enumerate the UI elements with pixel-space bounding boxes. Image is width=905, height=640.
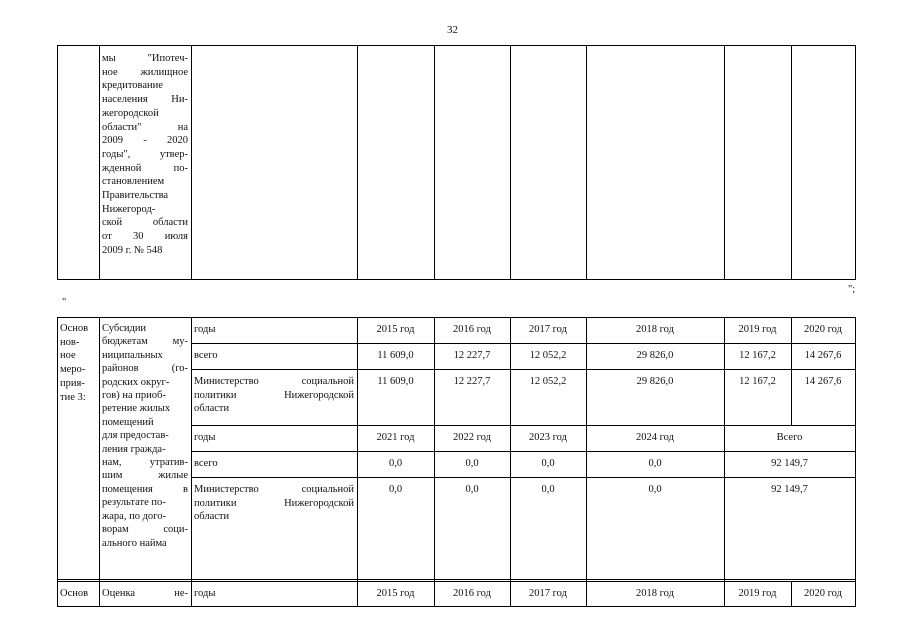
text-line: шим жилые [102, 470, 188, 482]
text-line: Министерство социальной [194, 376, 354, 387]
top-table-continued-text [102, 52, 188, 258]
text-line: политики Нижегородской [194, 389, 354, 401]
text-line: ального найма [102, 537, 167, 549]
year-cell: 2019 год [738, 588, 777, 599]
text-line: области [194, 403, 230, 415]
text-line: родских округ- [102, 376, 170, 388]
text-line: 2009 г. № 548 [102, 244, 163, 256]
total-label: всего [194, 458, 218, 469]
text-line: районов (го- [102, 363, 188, 375]
years-label: годы [194, 324, 216, 335]
year-cell: 2015 год [376, 588, 415, 599]
value-cell: 12 052,2 [529, 350, 567, 361]
value-cell: 0,0 [541, 458, 555, 469]
year-cell: 2017 год [529, 588, 567, 599]
value-cell: 12 227,7 [453, 376, 491, 387]
text-line: для предостав- [102, 430, 169, 442]
value-cell: 12 167,2 [739, 376, 776, 387]
text-line: кредитование [102, 80, 163, 92]
year-cell: 2018 год [636, 588, 674, 599]
text-line: нов- [60, 336, 80, 348]
text-line: помещений [102, 416, 154, 428]
value-cell: 0,0 [388, 458, 403, 469]
text-line: области" на [102, 121, 188, 133]
text-line: жара, по дого- [102, 510, 166, 522]
grand-total-cell: 92 149,7 [771, 458, 808, 469]
value-cell: 0,0 [465, 484, 479, 495]
ministry-label [194, 483, 354, 524]
text-line: тие 3: [60, 391, 86, 403]
text-line: прия- [60, 377, 85, 389]
year-cell: 2020 год [804, 324, 842, 335]
year-cell: 2024 год [636, 432, 674, 443]
year-cell: 2015 год [376, 324, 415, 335]
text-line: становлением [102, 176, 165, 188]
text-line: населения Ни- [102, 94, 188, 106]
year-cell: 2019 год [738, 324, 777, 335]
year-cell: 2016 год [453, 324, 491, 335]
text-line: Министерство социальной [194, 484, 354, 495]
text-line: 2009 - 2020 [102, 135, 188, 147]
text-line: бюджетам му- [102, 336, 188, 348]
value-cell: 0,0 [541, 484, 555, 495]
text-line: Субсидии [102, 323, 147, 334]
value-cell: 29 826,0 [636, 350, 674, 361]
value-cell: 12 052,2 [529, 376, 567, 387]
years-label: годы [194, 432, 216, 443]
text-line: гов) на приоб- [102, 390, 166, 402]
value-cell: 0,0 [388, 484, 403, 495]
text-line: от 30 июля [102, 231, 188, 243]
year-cell: 2020 год [804, 588, 842, 599]
text-line: Оценка не- [102, 588, 188, 599]
total-label: всего [194, 350, 218, 361]
text-line: меро- [60, 364, 86, 376]
value-cell: 12 167,2 [739, 350, 776, 361]
text-line: Нижегород- [102, 203, 156, 215]
value-cell: 0,0 [648, 458, 662, 469]
text-line: политики Нижегородской [194, 497, 354, 509]
text-line: ской области [102, 217, 188, 229]
year-cell: 2021 год [376, 432, 415, 443]
years-label: годы [194, 588, 216, 599]
text-line: области [194, 511, 230, 523]
text-line: помещения в [102, 483, 188, 495]
value-cell: 29 826,0 [636, 376, 674, 387]
text-line: жденной по- [102, 162, 188, 174]
value-cell: 0,0 [465, 458, 479, 469]
row-label [60, 322, 98, 404]
text-line: ления гражда- [102, 443, 166, 455]
text-line: нам, утратив- [102, 457, 188, 469]
value-cell: 11 609,0 [377, 350, 414, 361]
year-cell: 2018 год [636, 324, 674, 335]
ministry-label [194, 375, 354, 416]
closing-quote-mark: "; [848, 284, 856, 295]
measure-description [102, 322, 188, 550]
text-line: Правительства [102, 190, 169, 202]
value-cell: 12 227,7 [453, 350, 491, 361]
year-cell: 2017 год [529, 324, 567, 335]
year-cell: 2022 год [453, 432, 491, 443]
page-number: 32 [447, 24, 458, 36]
value-cell: 14 267,6 [804, 350, 842, 361]
value-cell: 14 267,6 [804, 376, 842, 387]
text-line: жегородской [102, 107, 159, 119]
total-header-cell: Всего [776, 432, 803, 443]
text-line: ворам соци- [102, 524, 188, 536]
text-line: ное жилищное [102, 66, 188, 78]
top-table-border-top [57, 45, 856, 46]
opening-quote-mark: " [62, 297, 67, 308]
text-line: результате по- [102, 497, 166, 509]
year-cell: 2016 год [453, 588, 491, 599]
measure-description [102, 587, 188, 601]
grand-total-cell: 92 149,7 [771, 484, 808, 495]
value-cell: 0,0 [648, 484, 662, 495]
text-line: годы", утвер- [102, 148, 188, 160]
text-line: ретение жилых [102, 403, 171, 415]
text-line: ное [60, 350, 76, 362]
year-cell: 2023 год [529, 432, 567, 443]
top-table-border-bottom [57, 279, 856, 280]
row-label: Основ [60, 588, 89, 599]
text-line: мы "Ипотеч- [102, 53, 188, 64]
text-line: ниципальных [102, 349, 163, 361]
text-line: Основ [60, 323, 89, 334]
value-cell: 11 609,0 [377, 376, 414, 387]
